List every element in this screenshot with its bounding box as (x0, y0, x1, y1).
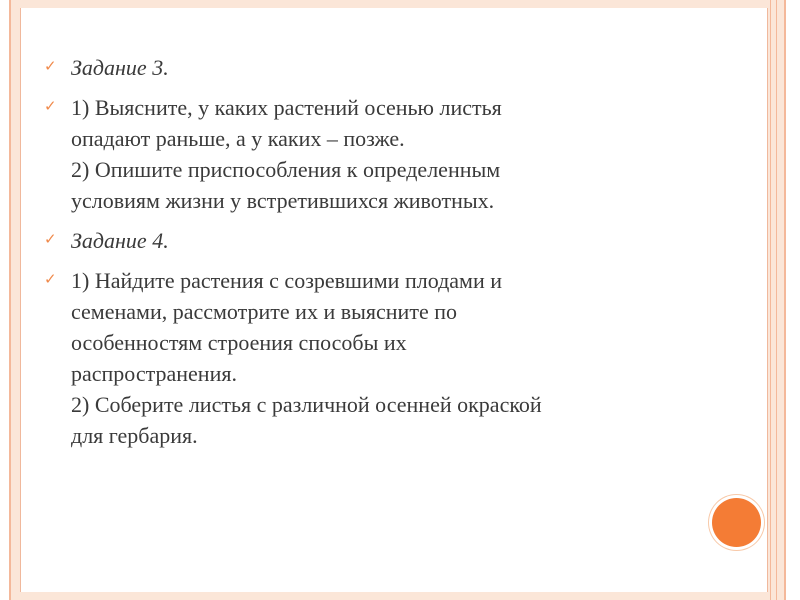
bullet-task-4-body (44, 265, 684, 451)
task-text-line: 1) Найдите растения с созревшими плодами и (71, 268, 502, 293)
frame-stripe (770, 0, 771, 600)
bullet-list (44, 52, 684, 460)
decorative-orange-circle (712, 498, 761, 547)
bullet-check-icon: ✓ (44, 59, 57, 75)
task-text-line: условиям жизни у встретившихся животных. (71, 188, 495, 213)
task-text-line: 2) Соберите листья с различной осенней окраской (71, 392, 542, 417)
task-heading: Задание 4. (71, 228, 169, 253)
bullet-task-3-body (44, 92, 684, 216)
task-text-line: для гербария. (71, 423, 198, 448)
bullet-check-icon: ✓ (44, 272, 57, 288)
frame-stripe (776, 0, 777, 600)
bullet-task-3-heading (44, 52, 684, 83)
task-text-line: 1) Выясните, у каких растений осенью листья (71, 95, 502, 120)
task-text-line: опадают раньше, а у каких – позже. (71, 126, 405, 151)
task-text-line: семенами, рассмотрите их и выясните по (71, 299, 457, 324)
task-text-line: распространения. (71, 361, 237, 386)
task-text-line: особенностям строения способы их (71, 330, 407, 355)
bullet-task-4-heading (44, 225, 684, 256)
bullet-check-icon: ✓ (44, 232, 57, 248)
task-heading: Задание 3. (71, 55, 169, 80)
bullet-check-icon: ✓ (44, 99, 57, 115)
task-text-line: 2) Опишите приспособления к определенным (71, 157, 501, 182)
